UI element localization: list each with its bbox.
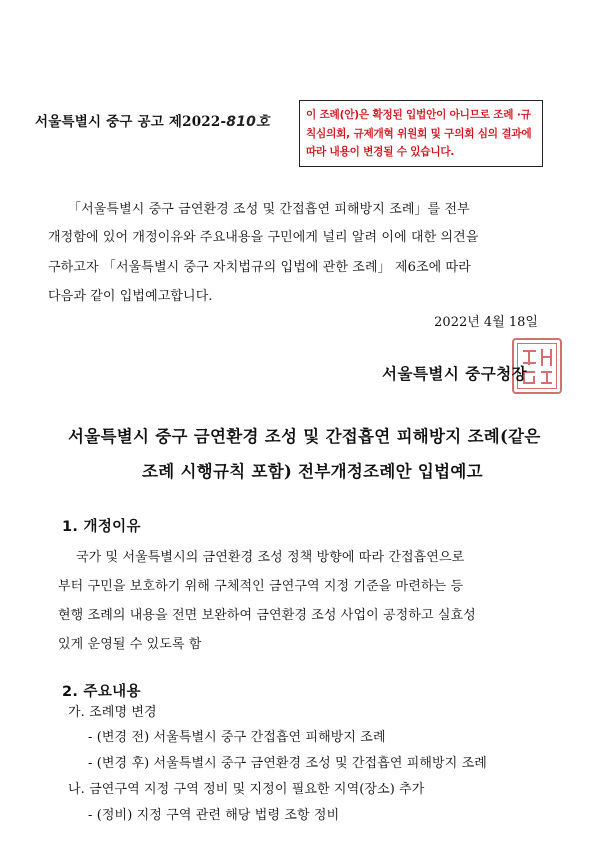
list-item: 가. 조례명 변경	[68, 705, 157, 720]
notice-number-text: 서울특별시 중구 공고 제2022-	[35, 114, 227, 130]
section-body-line: 현행 조례의 내용을 전면 보완하여 금연환경 조성 사업이 공정하고 실효성	[58, 608, 476, 623]
intro-line: 「서울특별시 중구 금연환경 조성 및 간접흡연 피해방지 조례」를 전부	[68, 202, 470, 217]
handwritten-notice-number: 810호	[226, 114, 270, 130]
notice-date: 2022년 4월 18일	[434, 315, 538, 330]
disclaimer-box: 이 조례(안)은 확정된 입법안이 아니므로 조례 ·규칙심의회, 규제개혁 위원회 및 구의회 심의 결과에 따라 내용이 변경될 수 있습니다.	[299, 100, 543, 167]
notice-title-line-1: 서울특별시 중구 금연환경 조성 및 간접흡연 피해방지 조례(같은	[68, 427, 541, 446]
section-body-line: 있게 운영될 수 있도록 함	[58, 637, 202, 652]
section-heading-main-content: 2. 주요내용	[62, 684, 141, 700]
list-subitem: - (변경 전) 서울특별시 중구 간접흡연 피해방지 조례	[88, 730, 386, 745]
list-subitem: - (정비) 지정 구역 관련 해당 법령 조항 정비	[88, 808, 340, 823]
list-subitem: - (변경 후) 서울특별시 중구 금연환경 조성 및 간접흡연 피해방지 조례	[88, 756, 487, 771]
notice-number	[35, 110, 270, 131]
list-item: 나. 금연구역 지정 구역 정비 및 지정이 필요한 지역(장소) 추가	[68, 782, 425, 797]
section-body-line: 국가 및 서울특별시의 금연환경 조성 정책 방향에 따라 간접흡연으로	[76, 550, 465, 565]
intro-line: 개정함에 있어 개정이유와 주요내용을 구민에게 널리 알려 이에 대한 의견을	[48, 230, 479, 245]
intro-line: 다음과 같이 입법예고합니다.	[48, 289, 213, 304]
section-heading-revision-reason: 1. 개정이유	[62, 519, 141, 535]
issuer-name: 서울특별시 중구청장	[382, 364, 528, 383]
intro-line: 구하고자 「서울특별시 중구 자치법규의 입법에 관한 조례」 제6조에 따라	[48, 260, 471, 275]
notice-title-line-2: 조례 시행규칙 포함) 전부개정조례안 입법예고	[142, 462, 483, 481]
section-body-line: 부터 구민을 보호하기 위해 구체적인 금연구역 지정 기준을 마련하는 등	[58, 579, 464, 594]
